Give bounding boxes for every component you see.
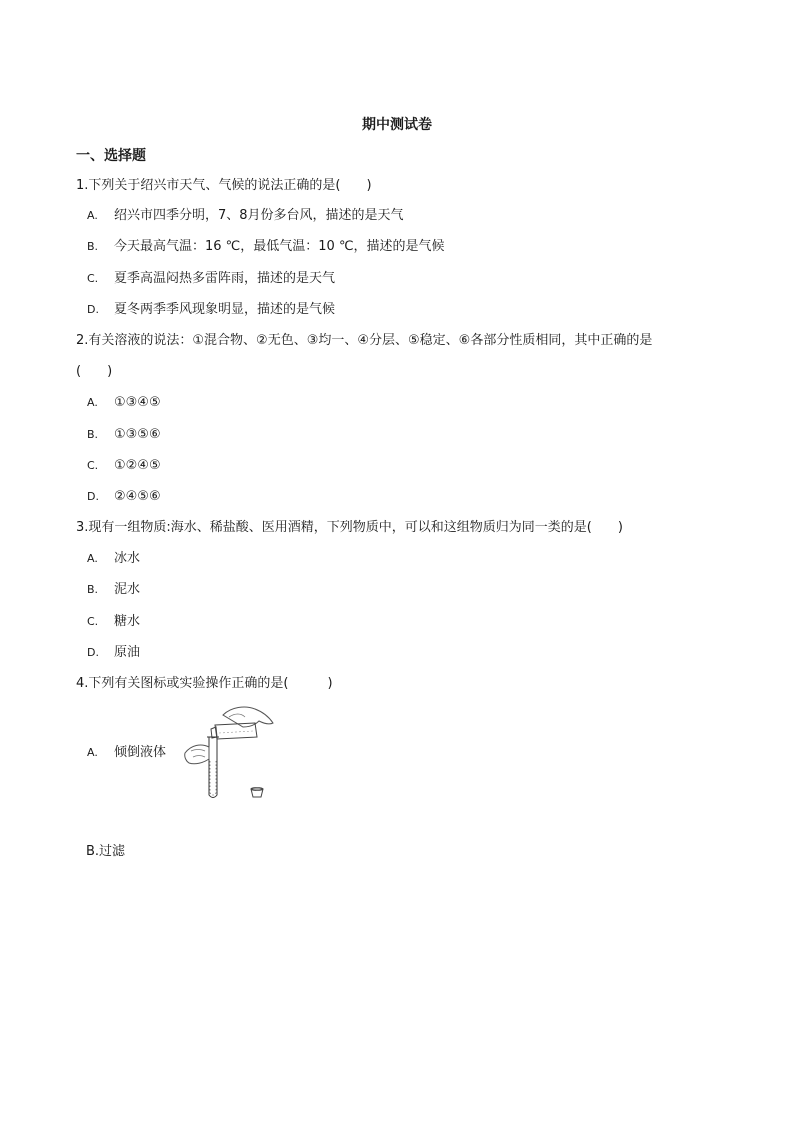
question-3-stem: 3.现有一组物质:海水、稀盐酸、医用酒精，下列物质中，可以和这组物质归为同一类的是( ) xyxy=(76,520,623,535)
option-text: ①③④⑤ xyxy=(114,395,161,410)
question-4-option-b[interactable]: B.过滤 xyxy=(86,844,126,859)
question-2-option-d[interactable] xyxy=(87,487,161,507)
question-1-option-b[interactable] xyxy=(87,237,445,257)
option-text: 绍兴市四季分明，7、8月份多台风，描述的是天气 xyxy=(114,208,404,223)
question-2-stem-cont: ( ) xyxy=(76,364,113,379)
question-2-option-c[interactable] xyxy=(87,456,161,476)
option-text: ①③⑤⑥ xyxy=(114,427,161,442)
option-letter: B. xyxy=(87,428,99,441)
question-4-option-a[interactable] xyxy=(87,743,166,763)
page-title: 期中测试卷 xyxy=(362,117,432,133)
pour-liquid-illustration xyxy=(183,701,278,801)
option-letter: B. xyxy=(87,240,99,253)
question-3-option-b[interactable] xyxy=(87,580,140,600)
option-text: ①②④⑤ xyxy=(114,458,161,473)
option-letter: B. xyxy=(87,583,99,596)
question-2-option-b[interactable] xyxy=(87,425,161,445)
question-1-option-a[interactable] xyxy=(87,206,404,226)
option-text: 泥水 xyxy=(114,582,141,597)
question-1-stem: 1.下列关于绍兴市天气、气候的说法正确的是( ) xyxy=(76,178,372,193)
option-text: ②④⑤⑥ xyxy=(114,489,161,504)
question-1-option-c[interactable] xyxy=(87,269,335,289)
option-text: 原油 xyxy=(114,645,141,660)
option-letter: A. xyxy=(87,209,98,222)
question-2-stem: 2.有关溶液的说法：①混合物、②无色、③均一、④分层、⑤稳定、⑥各部分性质相同，其中正确的是 xyxy=(76,333,653,348)
question-3-option-d[interactable] xyxy=(87,643,140,663)
option-letter: C. xyxy=(87,459,99,472)
option-text: 夏冬两季季风现象明显，描述的是气候 xyxy=(114,302,336,317)
option-letter: D. xyxy=(87,303,99,316)
question-2-option-a[interactable] xyxy=(87,393,161,413)
option-letter: A. xyxy=(87,746,98,759)
option-letter: A. xyxy=(87,552,98,565)
option-text: 糖水 xyxy=(114,614,141,629)
question-4-stem: 4.下列有关图标或实验操作正确的是( ) xyxy=(76,676,333,691)
question-3-option-c[interactable] xyxy=(87,612,140,632)
option-letter: A. xyxy=(87,396,98,409)
question-1-option-d[interactable] xyxy=(87,300,335,320)
section-title: 一、选择题 xyxy=(76,148,146,164)
option-letter: D. xyxy=(87,490,99,503)
option-text: 夏季高温闷热多雷阵雨，描述的是天气 xyxy=(114,271,336,286)
option-text: 冰水 xyxy=(114,551,141,566)
option-letter: C. xyxy=(87,272,99,285)
option-letter: C. xyxy=(87,615,99,628)
option-text: 今天最高气温：16 ℃，最低气温：10 ℃，描述的是气候 xyxy=(114,239,445,254)
question-3-option-a[interactable] xyxy=(87,549,140,569)
option-letter: D. xyxy=(87,646,99,659)
option-text: 倾倒液体 xyxy=(114,745,167,760)
